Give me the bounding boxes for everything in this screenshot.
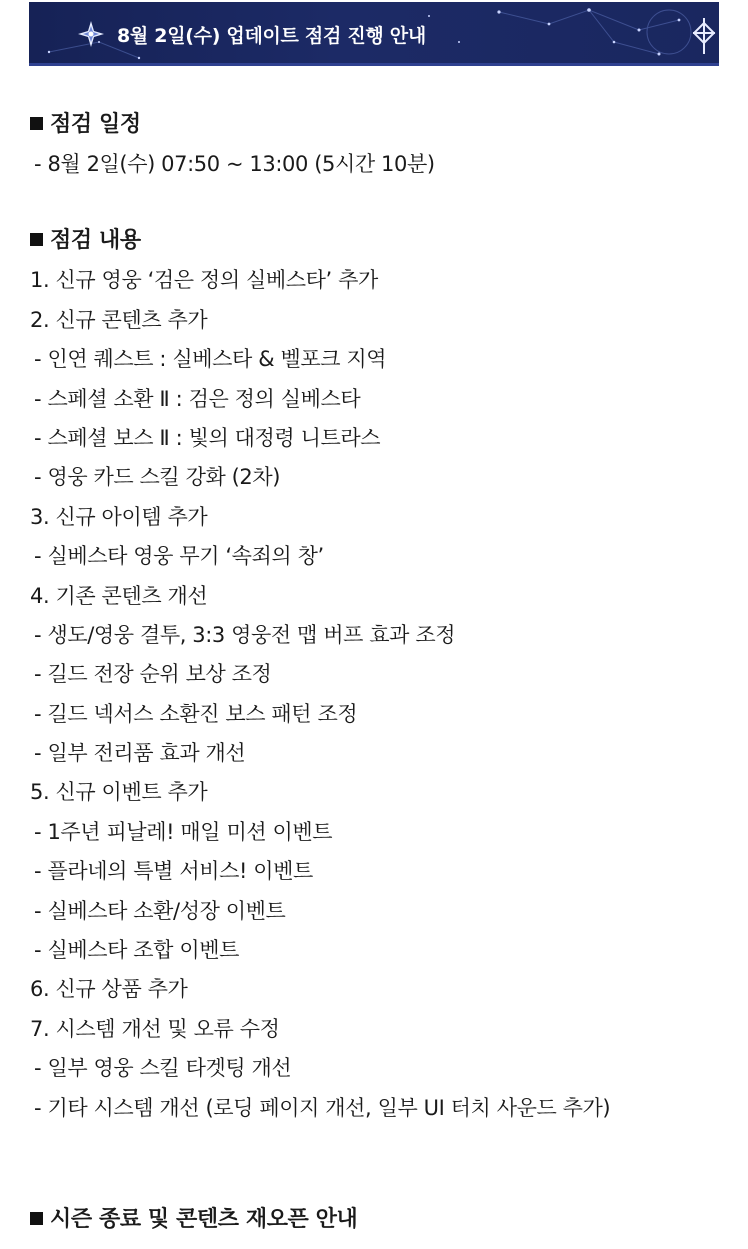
section-heading-text: 시즌 종료 및 콘텐츠 재오픈 안내 [50, 1206, 358, 1232]
section-heading-details [30, 221, 730, 261]
detail-subitem: - 스페셜 보스 Ⅱ : 빛의 대정령 니트라스 [34, 425, 381, 450]
detail-subitem: - 실베스타 소환/성장 이벤트 [34, 898, 286, 923]
detail-subitem: - 영웅 카드 스킬 강화 (2차) [34, 465, 281, 490]
star-emblem-icon [77, 20, 105, 48]
detail-subitem: - 생도/영웅 결투, 3:3 영웅전 맵 버프 효과 조정 [34, 622, 456, 647]
detail-subitem: - 일부 전리품 효과 개선 [34, 741, 246, 766]
detail-item: 1. 신규 영웅 ‘검은 정의 실베스타’ 추가 [30, 268, 378, 293]
detail-subitem: - 스페셜 소환 Ⅱ : 검은 정의 실베스타 [34, 386, 361, 411]
detail-subitem: - 길드 전장 순위 보상 조정 [34, 662, 272, 687]
detail-item: 3. 신규 아이템 추가 [30, 504, 208, 529]
banner-title: 8월 2일(수) 업데이트 점검 진행 안내 [117, 25, 426, 47]
detail-item: 5. 신규 이벤트 추가 [30, 780, 208, 805]
square-bullet-icon [30, 117, 43, 130]
detail-item: 4. 기존 콘텐츠 개선 [30, 583, 208, 608]
detail-subitem: - 1주년 피날레! 매일 미션 이벤트 [34, 819, 333, 844]
detail-subitem: - 실베스타 조합 이벤트 [34, 938, 239, 963]
detail-subitem: - 플라네의 특별 서비스! 이벤트 [34, 859, 313, 884]
knot-ornament-icon [691, 16, 717, 56]
detail-subitem: - 일부 영웅 스킬 타겟팅 개선 [34, 1056, 292, 1081]
notice-banner [29, 2, 719, 66]
detail-item: 6. 신규 상품 추가 [30, 977, 188, 1002]
square-bullet-icon [30, 233, 43, 246]
schedule-line: - 8월 2일(수) 07:50 ~ 13:00 (5시간 10분) [34, 152, 435, 176]
detail-subitem: - 기타 시스템 개선 (로딩 페이지 개선, 일부 UI 터치 사운드 추가) [34, 1095, 611, 1120]
detail-item: 7. 시스템 개선 및 오류 수정 [30, 1016, 280, 1041]
square-bullet-icon [30, 1212, 43, 1225]
section-heading-text: 점검 내용 [50, 228, 141, 254]
detail-subitem: - 길드 넥서스 소환진 보스 패턴 조정 [34, 701, 358, 726]
detail-subitem: - 실베스타 영웅 무기 ‘속죄의 창’ [34, 544, 324, 569]
notice-body [30, 105, 730, 1240]
section-heading-schedule [30, 105, 730, 145]
detail-subitem: - 인연 퀘스트 : 실베스타 & 벨포크 지역 [34, 347, 387, 372]
section-heading-season [30, 1200, 730, 1240]
detail-item: 2. 신규 콘텐츠 추가 [30, 307, 208, 332]
section-heading-text: 점검 일정 [50, 112, 141, 137]
